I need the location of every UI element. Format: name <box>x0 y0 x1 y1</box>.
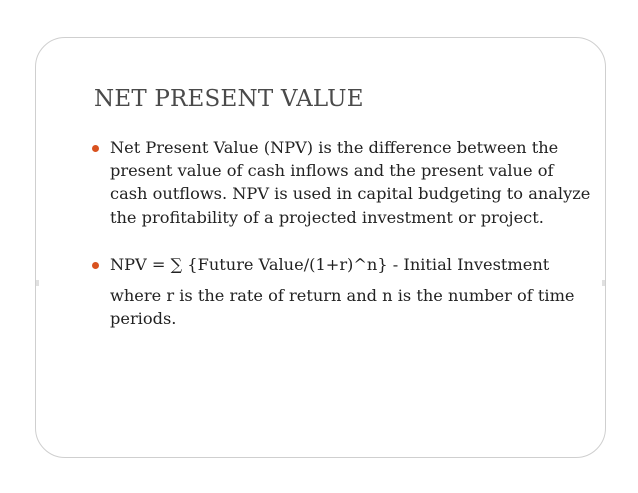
bullet-dot-icon <box>92 145 99 152</box>
bullet-dot-icon <box>92 262 99 269</box>
npv-formula-explanation: where r is the rate of return and n is the number of time periods. <box>110 286 575 329</box>
slide-title: NET PRESENT VALUE <box>94 86 364 112</box>
bullet-item-npv-definition <box>92 136 592 229</box>
frame-edge-mark-right <box>602 280 605 286</box>
frame-edge-mark-left <box>36 280 39 286</box>
bullet-list <box>92 136 592 330</box>
bullet-item-npv-formula <box>92 253 592 331</box>
npv-definition-text: Net Present Value (NPV) is the difference between the present value of cash inflows and the present value of cash outflows. NPV is used in capital budgeting to analyze the profitability of a projected investment or project. <box>110 138 591 227</box>
npv-formula-text: NPV = ∑ {Future Value/(1+r)^n} - Initial Investment <box>110 254 550 274</box>
